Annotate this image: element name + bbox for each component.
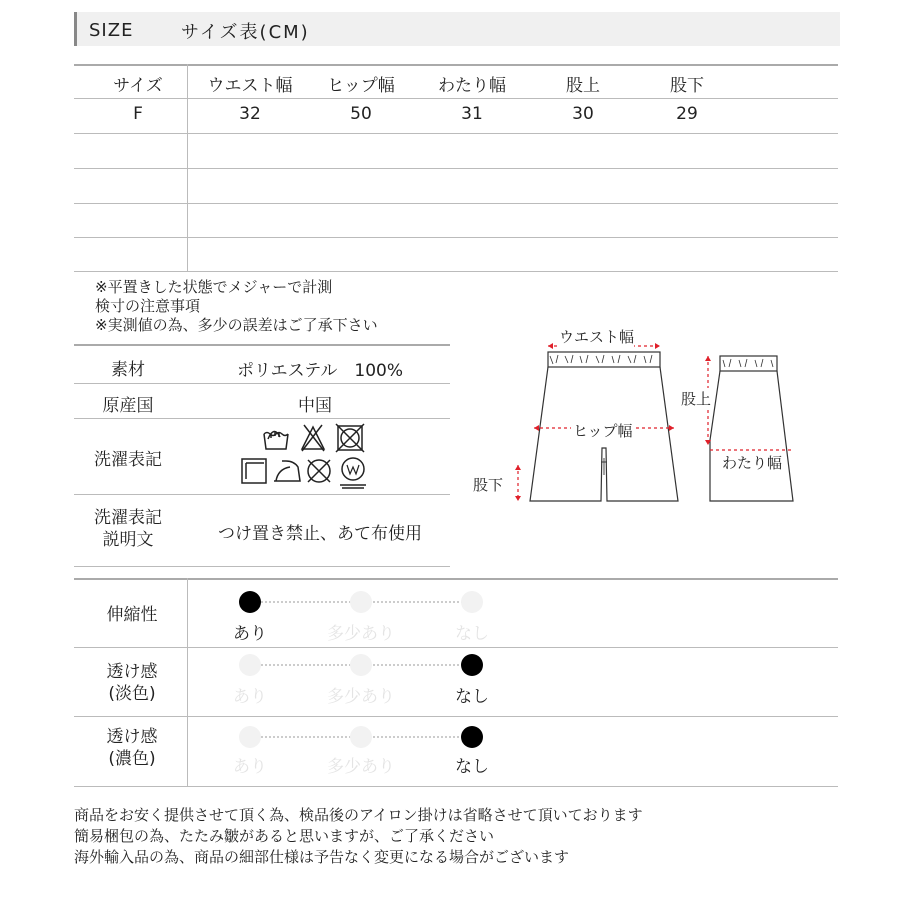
table-cell: 29 bbox=[676, 104, 698, 124]
table-rule bbox=[74, 418, 450, 419]
diagram-label-thigh: わたり幅 bbox=[722, 454, 783, 472]
table-cell: 50 bbox=[350, 104, 372, 124]
column-header-inseam: 股下 bbox=[670, 76, 704, 96]
table-cell: F bbox=[133, 104, 143, 124]
tolerance-note: ※実測値の為、多少の誤差はご了承下さい bbox=[95, 316, 378, 334]
rating-option: あり bbox=[233, 687, 267, 707]
table-rule bbox=[74, 168, 838, 169]
side-view-outline bbox=[710, 371, 793, 501]
diagram-label-rise: 股上 bbox=[681, 390, 712, 408]
care-desc-label: 洗濯表記 説明文 bbox=[94, 508, 162, 550]
pants-illustration bbox=[470, 320, 830, 520]
footer-note-wrinkles: 簡易梱包の為、たたみ皺があると思いますが、ご了承ください bbox=[74, 827, 495, 845]
table-rule bbox=[74, 494, 450, 495]
waistband bbox=[548, 352, 660, 367]
rating-label-sheer-dark: 透け感 (濃色) bbox=[106, 727, 158, 769]
rating-label-stretch: 伸縮性 bbox=[106, 605, 158, 625]
rating-option: 多少あり bbox=[327, 687, 395, 707]
table-cell: 30 bbox=[572, 104, 594, 124]
rating-option: なし bbox=[455, 624, 489, 644]
rating-dot bbox=[350, 726, 372, 748]
hand-wash-icon bbox=[264, 431, 288, 449]
table-cell: 31 bbox=[461, 104, 483, 124]
iron-low-icon bbox=[274, 461, 300, 481]
no-bleach-icon bbox=[302, 425, 324, 451]
line-dry-icon bbox=[242, 459, 266, 483]
footer-note-ironing: 商品をお安く提供させて頂く為、検品後のアイロン掛けは省略させて頂いております bbox=[74, 806, 643, 824]
rating-dot bbox=[350, 591, 372, 613]
rating-dot bbox=[239, 591, 261, 613]
column-header-waist: ウエスト幅 bbox=[207, 76, 293, 96]
material-value: ポリエステル 100% bbox=[236, 361, 404, 381]
diagram-label-waist: ウエスト幅 bbox=[559, 328, 635, 346]
rating-option: なし bbox=[455, 687, 489, 707]
rating-dot bbox=[461, 726, 483, 748]
size-label: SIZE bbox=[89, 20, 134, 41]
rating-dot bbox=[239, 726, 261, 748]
size-chart-title: サイズ表(CM) bbox=[181, 22, 310, 43]
table-rule bbox=[74, 98, 838, 99]
care-symbols bbox=[232, 421, 382, 491]
rating-option: あり bbox=[233, 757, 267, 777]
size-chart-header bbox=[74, 12, 840, 46]
table-rule bbox=[74, 271, 838, 272]
column-header-size: サイズ bbox=[113, 76, 163, 96]
material-label: 素材 bbox=[111, 360, 145, 380]
table-rule bbox=[74, 578, 838, 580]
rating-dot bbox=[350, 654, 372, 676]
rating-option: あり bbox=[233, 624, 267, 644]
table-rule bbox=[74, 237, 838, 238]
measure-note: ※平置きした状態でメジャーで計測 bbox=[95, 278, 333, 296]
no-tumble-dry-icon bbox=[336, 424, 364, 452]
wet-clean-icon bbox=[340, 458, 366, 488]
footer-note-specs: 海外輸入品の為、商品の細部仕様は予告なく変更になる場合がございます bbox=[74, 848, 570, 866]
table-cell: 32 bbox=[239, 104, 261, 124]
table-rule bbox=[74, 133, 838, 134]
table-rule bbox=[74, 566, 450, 567]
rating-dot bbox=[461, 591, 483, 613]
inspection-note: 検寸の注意事項 bbox=[95, 297, 201, 315]
rating-dot bbox=[239, 654, 261, 676]
rating-option: なし bbox=[455, 757, 489, 777]
column-header-hip: ヒップ幅 bbox=[327, 76, 395, 96]
table-rule bbox=[74, 786, 838, 787]
side-waistband bbox=[720, 356, 777, 371]
table-rule bbox=[74, 383, 450, 384]
no-dry-clean-icon bbox=[308, 460, 330, 482]
table-divider bbox=[187, 578, 188, 786]
table-rule bbox=[74, 344, 450, 346]
column-header-thigh: わたり幅 bbox=[438, 76, 506, 96]
column-header-rise: 股上 bbox=[566, 76, 600, 96]
table-rule bbox=[74, 647, 838, 648]
rating-label-sheer-light: 透け感 (淡色) bbox=[106, 662, 158, 704]
origin-label: 原産国 bbox=[102, 396, 154, 416]
table-rule bbox=[74, 64, 838, 66]
rating-option: 多少あり bbox=[327, 624, 395, 644]
table-rule bbox=[74, 203, 838, 204]
table-rule bbox=[74, 716, 838, 717]
origin-value: 中国 bbox=[298, 396, 332, 416]
rating-option: 多少あり bbox=[327, 757, 395, 777]
care-label: 洗濯表記 bbox=[94, 450, 162, 470]
rating-dot bbox=[461, 654, 483, 676]
diagram-label-inseam: 股下 bbox=[473, 476, 504, 494]
care-desc-value: つけ置き禁止、あて布使用 bbox=[218, 524, 422, 544]
diagram-label-hip: ヒップ幅 bbox=[573, 422, 633, 440]
